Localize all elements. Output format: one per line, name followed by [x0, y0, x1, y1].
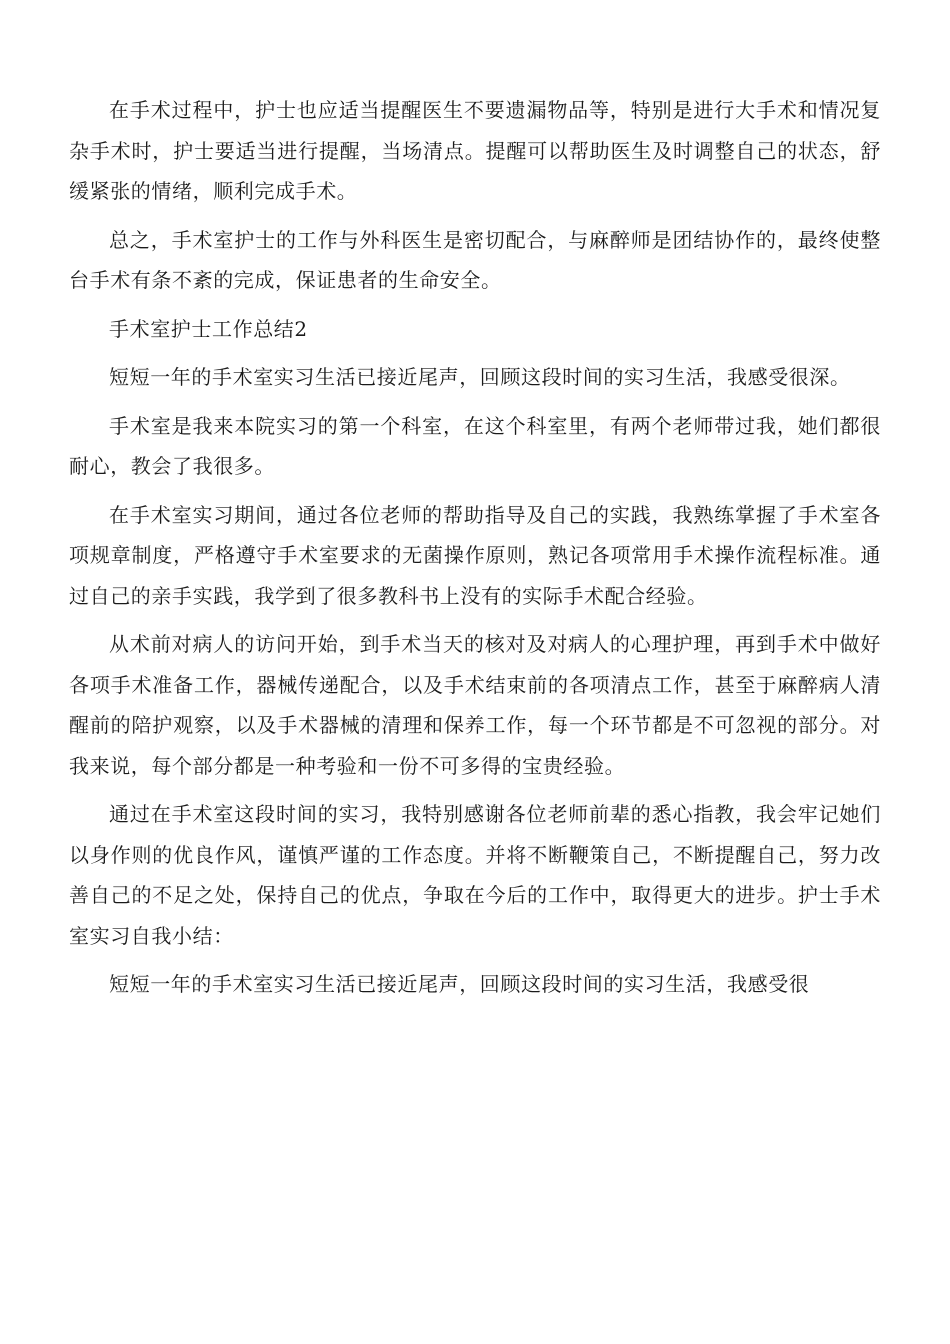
paragraph-internship-period: 在手术室实习期间，通过各位老师的帮助指导及自己的实践，我熟练掌握了手术室各项规章制度，严格遵守手术室要求的无菌操作原则，熟记各项常用手术操作流程标准。通过自己的亲手实践，我学到了很多教科书上没有的实际手术配合经验。: [69, 502, 881, 608]
paragraph-repeat-intro: 短短一年的手术室实习生活已接近尾声，回顾这段时间的实习生活，我感受很: [109, 972, 810, 996]
section-heading: 手术室护士工作总结2: [109, 316, 308, 341]
paragraph-gratitude: 通过在手术室这段时间的实习，我特别感谢各位老师前辈的悉心指教，我会牢记她们以身作则的优良作风，谨慎严谨的工作态度。并将不断鞭策自己，不断提醒自己，努力改善自己的不足之处，保持自己的优点，争取在今后的工作中，取得更大的进步。护士手术室实习自我小结：: [69, 802, 881, 948]
paragraph-workflow: 从术前对病人的访问开始，到手术当天的核对及对病人的心理护理，再到手术中做好各项手术准备工作，器械传递配合，以及手术结束前的各项清点工作，甚至于麻醉病人清醒前的陪护观察，以及手术器械的清理和保养工作，每一个环节都是不可忽视的部分。对我来说，每个部分都是一种考验和一份不可多得的宝贵经验。: [69, 632, 881, 778]
paragraph-summary: 总之，手术室护士的工作与外科医生是密切配合，与麻醉师是团结协作的，最终使整台手术有条不紊的完成，保证患者的生命安全。: [69, 227, 881, 292]
document-body: [69, 90, 881, 1013]
paragraph-first-department: 手术室是我来本院实习的第一个科室，在这个科室里，有两个老师带过我，她们都很耐心，教会了我很多。: [69, 413, 881, 478]
paragraph-reminder: 在手术过程中，护士也应适当提醒医生不要遗漏物品等，特别是进行大手术和情况复杂手术时，护士要适当进行提醒，当场清点。提醒可以帮助医生及时调整自己的状态，舒缓紧张的情绪，顺利完成手术。: [69, 98, 881, 203]
paragraph-intro: 短短一年的手术室实习生活已接近尾声，回顾这段时间的实习生活，我感受很深。: [109, 365, 851, 389]
